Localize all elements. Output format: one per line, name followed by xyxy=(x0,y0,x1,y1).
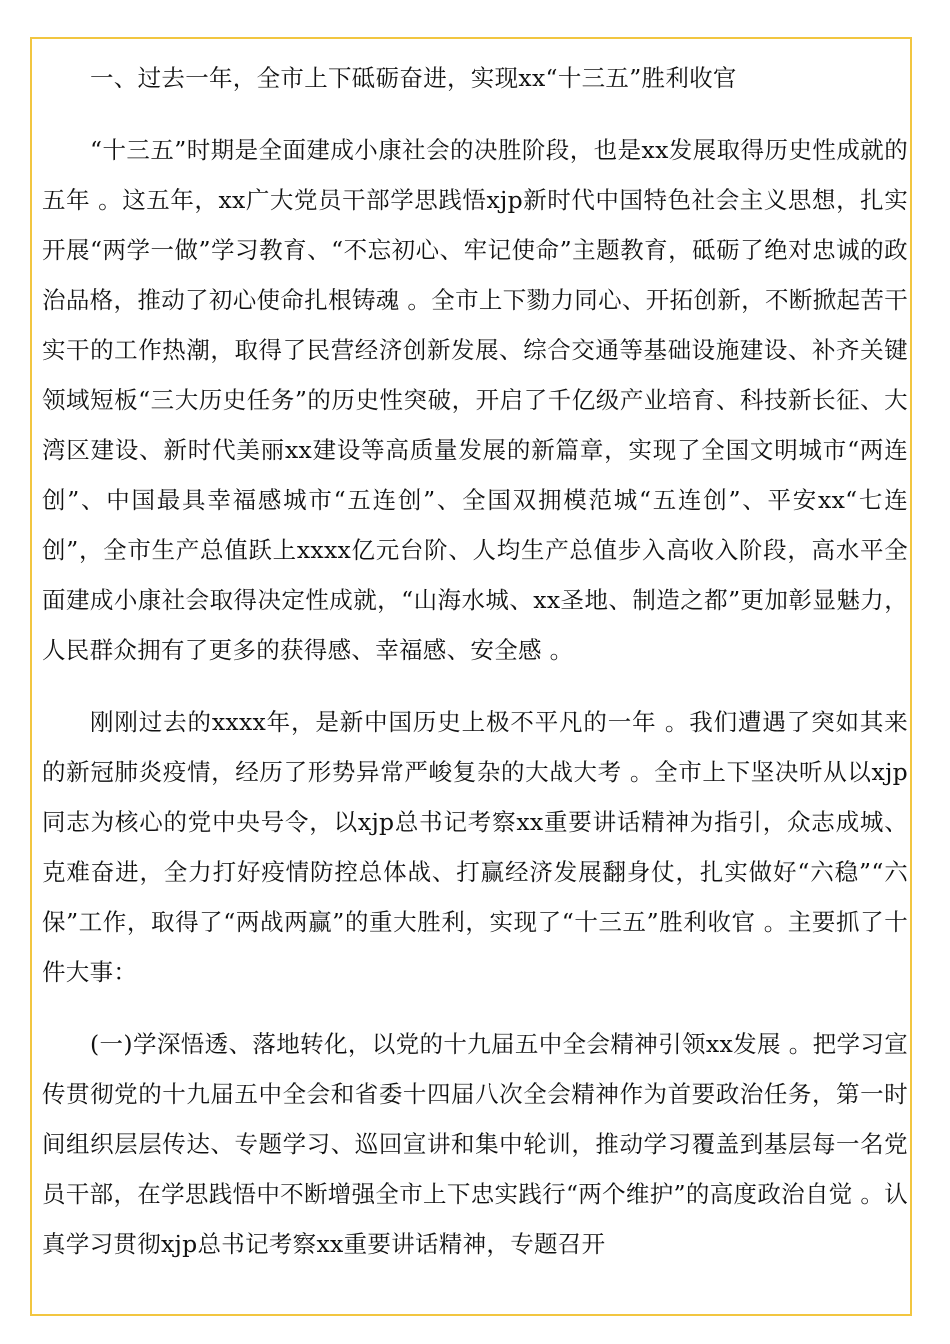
paragraph-past-year: 刚刚过去的xxxx年，是新中国历史上极不平凡的一年 。我们遭遇了突如其来的新冠肺炎疫情，经历了形势异常严峻复杂的大战大考 。全市上下坚决听从以xjp同志为核心的党中央号令，以xjp总书记考察xx重要讲话精神为指引，众志成城、克难奋进，全力打好疫情防控总体战、打赢经济发展翻身仗，扎实做好“六稳”“六保”工作，取得了“两战两赢”的重大胜利，实现了“十三五”胜利收官 。主要抓了十件大事： xyxy=(42,708,908,986)
paragraph-thirteenth-five-year: “十三五”时期是全面建成小康社会的决胜阶段，也是xx发展取得历史性成就的五年 。这五年，xx广大党员干部学思践悟xjp新时代中国特色社会主义思想，扎实开展“两学一做”学习教育、“不忘初心、牢记使命”主题教育，砥砺了绝对忠诚的政治品格，推动了初心使命扎根铸魂 。全市上下勠力同心、开拓创新，不断掀起苦干实干的工作热潮，取得了民营经济创新发展、综合交通等基础设施建设、补齐关键领域短板“三大历史任务”的历史性突破，开启了千亿级产业培育、科技新长征、大湾区建设、新时代美丽xx建设等高质量发展的新篇章，实现了全国文明城市“两连创”、中国最具幸福感城市“五连创”、全国双拥模范城“五连创”、平安xx“七连创”，全市生产总值跃上xxxx亿元台阶、人均生产总值步入高收入阶段，高水平全面建成小康社会取得决定性成就，“山海水城、xx圣地、制造之都”更加彰显魅力，人民群众拥有了更多的获得感、幸福感、安全感 。 xyxy=(42,136,908,664)
section-heading: 一、过去一年，全市上下砥砺奋进，实现xx“十三五”胜利收官 xyxy=(90,64,737,92)
spacer xyxy=(42,103,908,125)
spacer xyxy=(42,675,908,697)
page-frame xyxy=(30,37,912,1316)
document-body xyxy=(42,53,908,1269)
paragraph-item-one: (一)学深悟透、落地转化，以党的十九届五中全会精神引领xx发展 。把学习宣传贯彻党的十九届五中全会和省委十四届八次全会精神作为首要政治任务，第一时间组织层层传达、专题学习、巡回宣讲和集中轮训，推动学习覆盖到基层每一名党员干部，在学思践悟中不断增强全市上下忠实践行“两个维护”的高度政治自觉 。认真学习贯彻xjp总书记考察xx重要讲话精神，专题召开 xyxy=(42,1030,908,1258)
spacer xyxy=(42,997,908,1019)
